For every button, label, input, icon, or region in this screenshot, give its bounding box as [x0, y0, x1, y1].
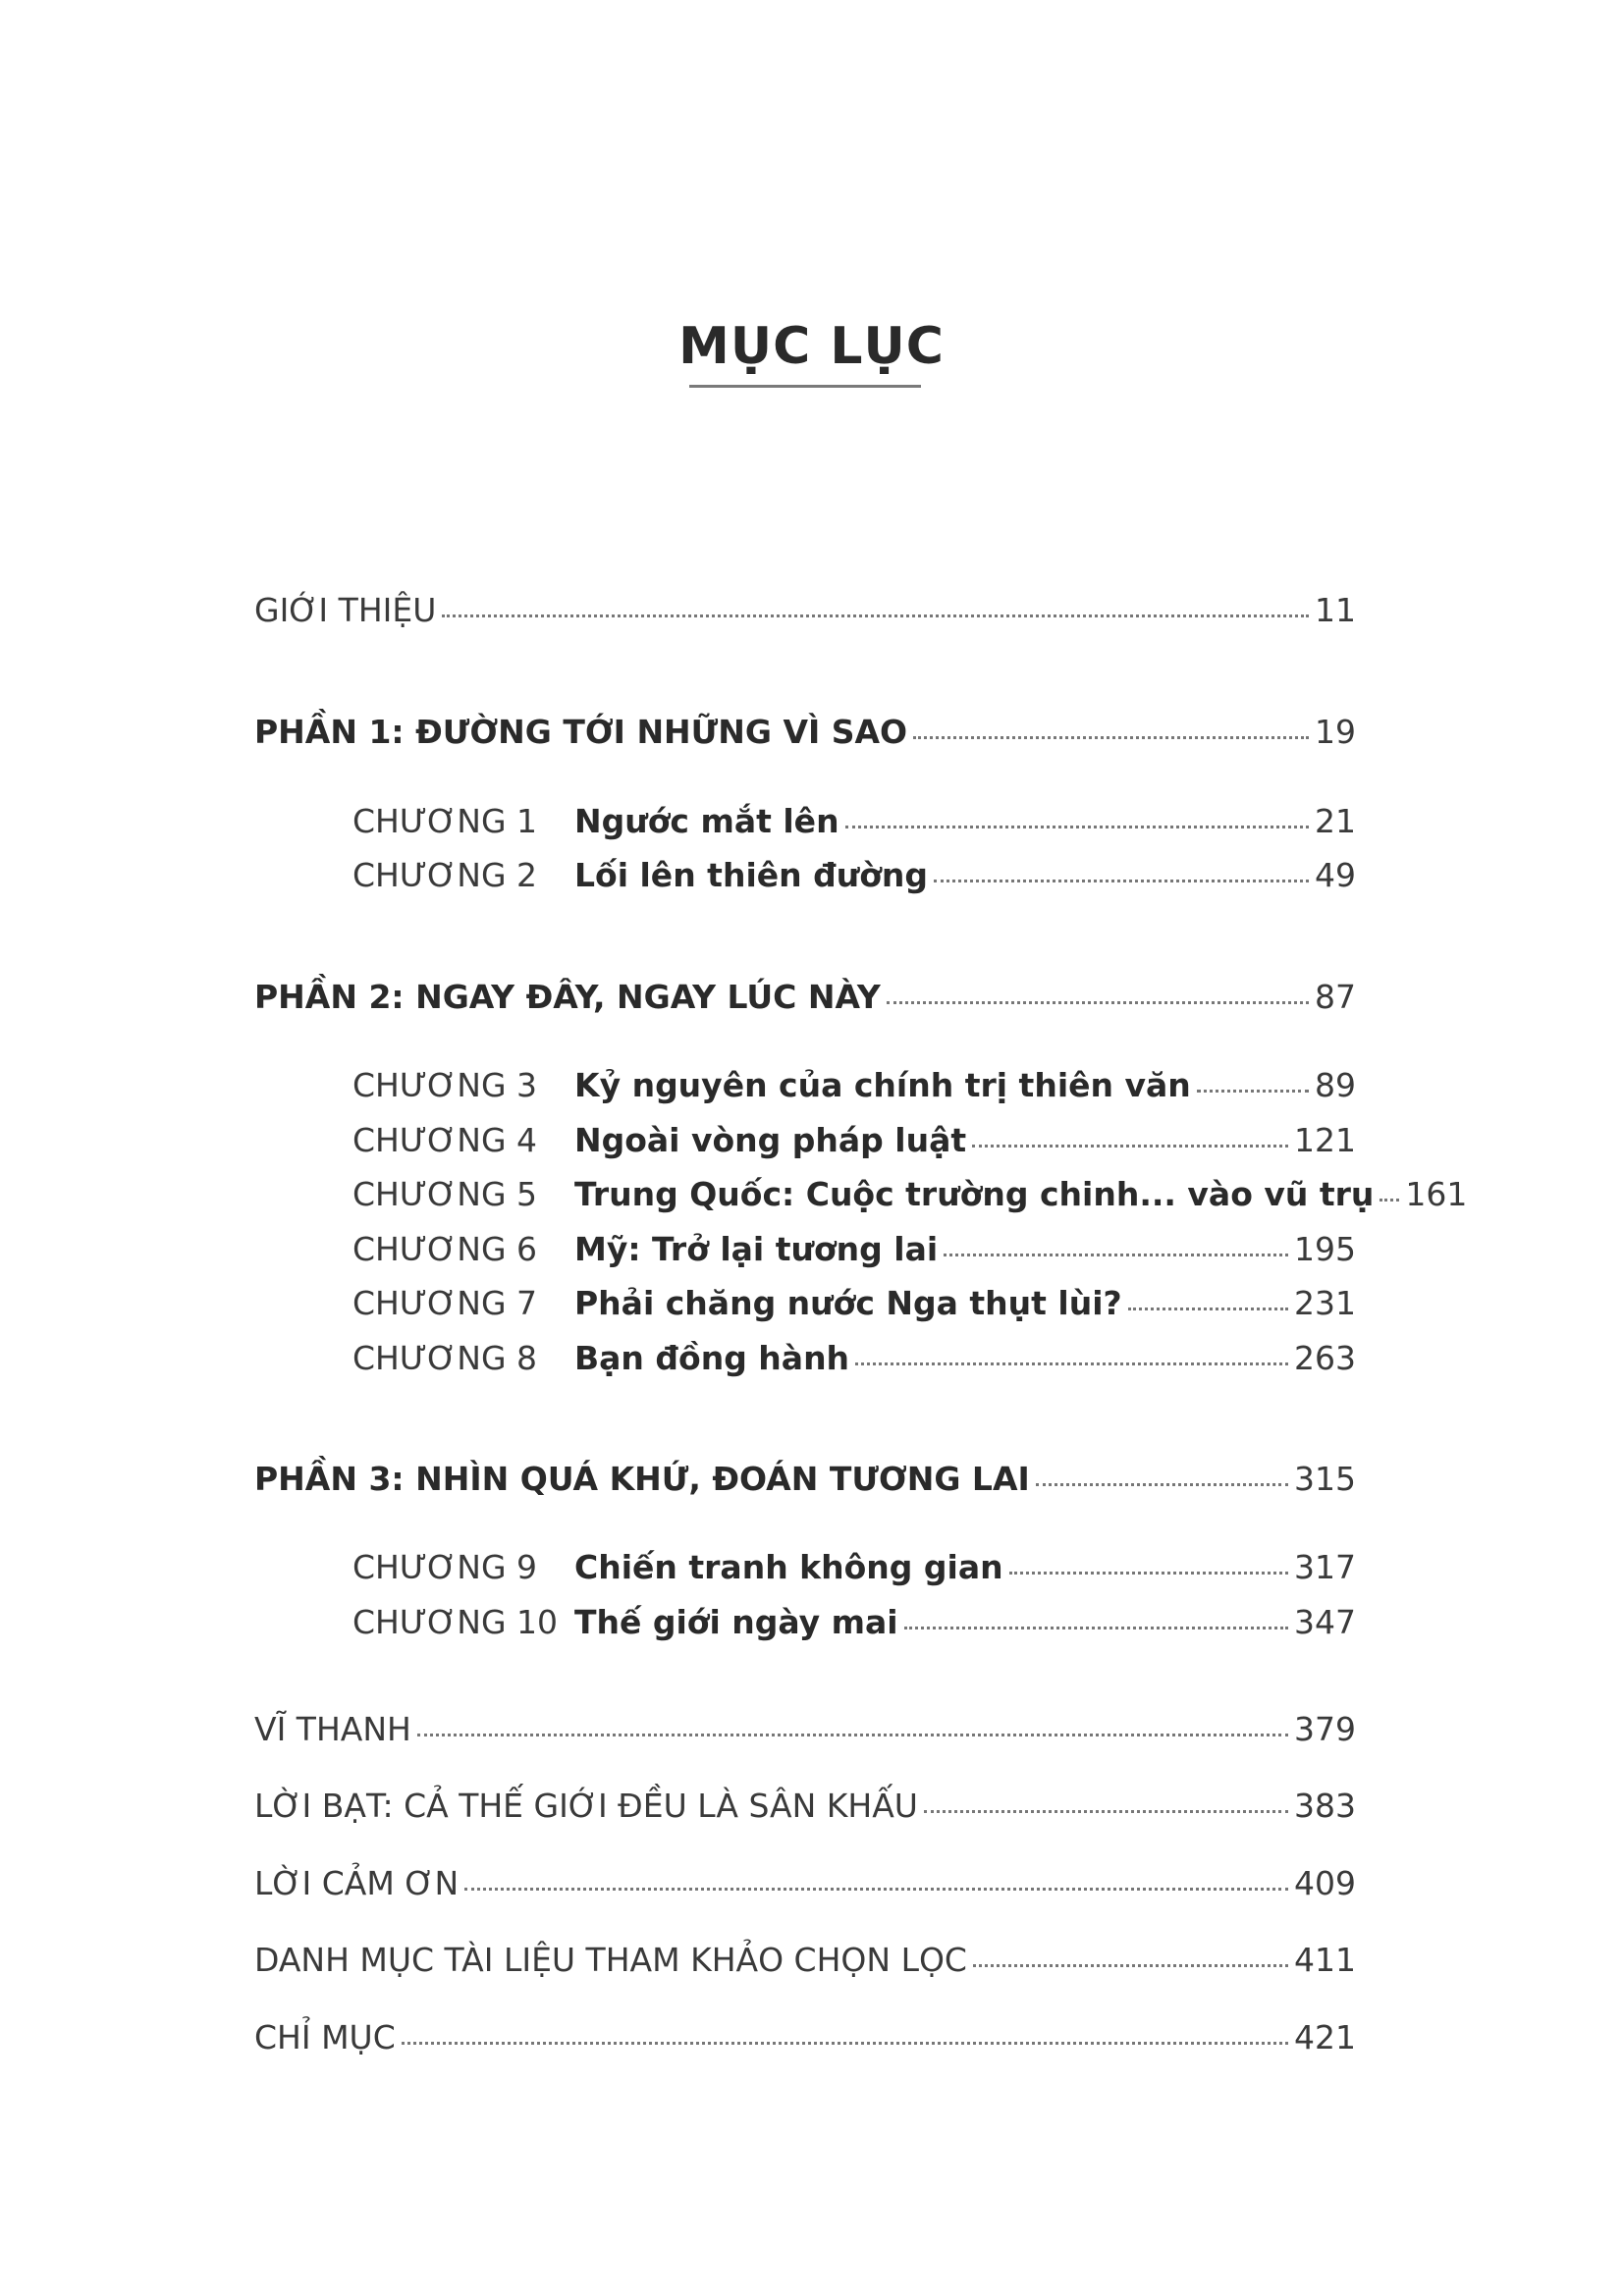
part-label: PHẦN 1: ĐƯỜNG TỚI NHỮNG VÌ SAO [254, 713, 908, 751]
page-number: 411 [1294, 1941, 1356, 1979]
toc-entry-afterword[interactable] [254, 1787, 1356, 1825]
toc-entry-chapter-10[interactable] [352, 1603, 1356, 1641]
toc-entry-part-3[interactable] [254, 1460, 1356, 1498]
part-label: PHẦN 3: NHÌN QUÁ KHỨ, ĐOÁN TƯƠNG LAI [254, 1460, 1030, 1498]
chapter-number: CHƯƠNG 6 [352, 1230, 538, 1268]
chapter-number: CHƯƠNG 2 [352, 856, 538, 894]
entry-label: CHỈ MỤC [254, 2018, 396, 2056]
dot-leader [417, 1734, 1288, 1736]
chapter-number: CHƯƠNG 10 [352, 1603, 559, 1641]
dot-leader [402, 2042, 1288, 2045]
part-label: PHẦN 2: NGAY ĐÂY, NGAY LÚC NÀY [254, 978, 881, 1016]
dot-leader [855, 1362, 1288, 1365]
chapter-title: Chiến tranh không gian [574, 1548, 1003, 1586]
chapter-title: Lối lên thiên đường [574, 856, 929, 894]
chapter-title: Kỷ nguyên của chính trị thiên văn [574, 1066, 1191, 1104]
entry-label: DANH MỤC TÀI LIỆU THAM KHẢO CHỌN LỌC [254, 1941, 967, 1979]
dot-leader [845, 826, 1309, 828]
toc-entry-chapter-2[interactable] [352, 856, 1356, 894]
page-title: MỤC LỤC [678, 317, 945, 376]
dot-leader [973, 1964, 1288, 1967]
chapter-number: CHƯƠNG 3 [352, 1066, 538, 1104]
toc-entry-chapter-6[interactable] [352, 1230, 1356, 1268]
dot-leader [1380, 1199, 1399, 1201]
toc-entry-chapter-9[interactable] [352, 1548, 1356, 1586]
dot-leader [442, 614, 1309, 617]
page-number: 11 [1315, 591, 1356, 629]
dot-leader [464, 1888, 1288, 1891]
page-number: 409 [1294, 1864, 1356, 1902]
toc-entry-index[interactable] [254, 2018, 1356, 2056]
chapter-title: Phải chăng nước Nga thụt lùi? [574, 1284, 1122, 1322]
chapter-title: Mỹ: Trở lại tương lai [574, 1230, 939, 1268]
entry-label: LỜI BẠT: CẢ THẾ GIỚI ĐỀU LÀ SÂN KHẤU [254, 1787, 918, 1825]
page-number: 383 [1294, 1787, 1356, 1825]
dot-leader [1128, 1308, 1288, 1310]
page-number: 49 [1315, 856, 1356, 894]
chapter-title: Ngước mắt lên [574, 802, 839, 840]
toc-entry-acknowledgements[interactable] [254, 1864, 1356, 1902]
toc-entry-chapter-1[interactable] [352, 802, 1356, 840]
dot-leader [1197, 1090, 1309, 1093]
toc-entry-chapter-4[interactable] [352, 1121, 1356, 1159]
page-number: 195 [1294, 1230, 1356, 1268]
chapter-number: CHƯƠNG 4 [352, 1121, 538, 1159]
toc-entry-epilogue[interactable] [254, 1710, 1356, 1748]
page-number: 231 [1294, 1284, 1356, 1322]
toc-entry-chapter-3[interactable] [352, 1066, 1356, 1104]
dot-leader [934, 880, 1309, 882]
toc-entry-part-1[interactable] [254, 713, 1356, 751]
chapter-number: CHƯƠNG 7 [352, 1284, 538, 1322]
chapter-number: CHƯƠNG 5 [352, 1175, 538, 1213]
dot-leader [972, 1145, 1288, 1148]
chapter-number: CHƯƠNG 9 [352, 1548, 538, 1586]
dot-leader [1009, 1572, 1288, 1575]
page-number: 21 [1315, 802, 1356, 840]
chapter-number: CHƯƠNG 1 [352, 802, 538, 840]
entry-label: GIỚI THIỆU [254, 591, 437, 629]
toc-entry-chapter-5[interactable] [352, 1175, 1468, 1213]
page-number: 87 [1315, 978, 1356, 1016]
dot-leader [913, 736, 1309, 739]
chapter-title: Ngoài vòng pháp luật [574, 1121, 967, 1159]
chapter-title: Thế giới ngày mai [574, 1603, 898, 1641]
page-number: 121 [1294, 1121, 1356, 1159]
page-number: 89 [1315, 1066, 1356, 1104]
dot-leader [924, 1810, 1288, 1813]
toc-entry-intro[interactable] [254, 591, 1356, 629]
toc-entry-chapter-7[interactable] [352, 1284, 1356, 1322]
toc-entry-part-2[interactable] [254, 978, 1356, 1016]
page-number: 19 [1315, 713, 1356, 751]
dot-leader [1036, 1483, 1288, 1486]
page-number: 161 [1405, 1175, 1468, 1213]
toc-entry-bibliography[interactable] [254, 1941, 1356, 1979]
entry-label: LỜI CẢM ƠN [254, 1864, 460, 1902]
page-number: 379 [1294, 1710, 1356, 1748]
dot-leader [887, 1001, 1309, 1004]
page-number: 421 [1294, 2018, 1356, 2056]
toc-entry-chapter-8[interactable] [352, 1339, 1356, 1377]
page-number: 347 [1294, 1603, 1356, 1641]
chapter-title: Trung Quốc: Cuộc trường chinh... vào vũ trụ [574, 1175, 1375, 1213]
dot-leader [944, 1254, 1288, 1256]
entry-label: VĨ THANH [254, 1710, 411, 1748]
chapter-title: Bạn đồng hành [574, 1339, 850, 1377]
chapter-number: CHƯƠNG 8 [352, 1339, 538, 1377]
page-number: 263 [1294, 1339, 1356, 1377]
dot-leader [904, 1627, 1288, 1629]
page-number: 315 [1294, 1460, 1356, 1498]
page-number: 317 [1294, 1548, 1356, 1586]
